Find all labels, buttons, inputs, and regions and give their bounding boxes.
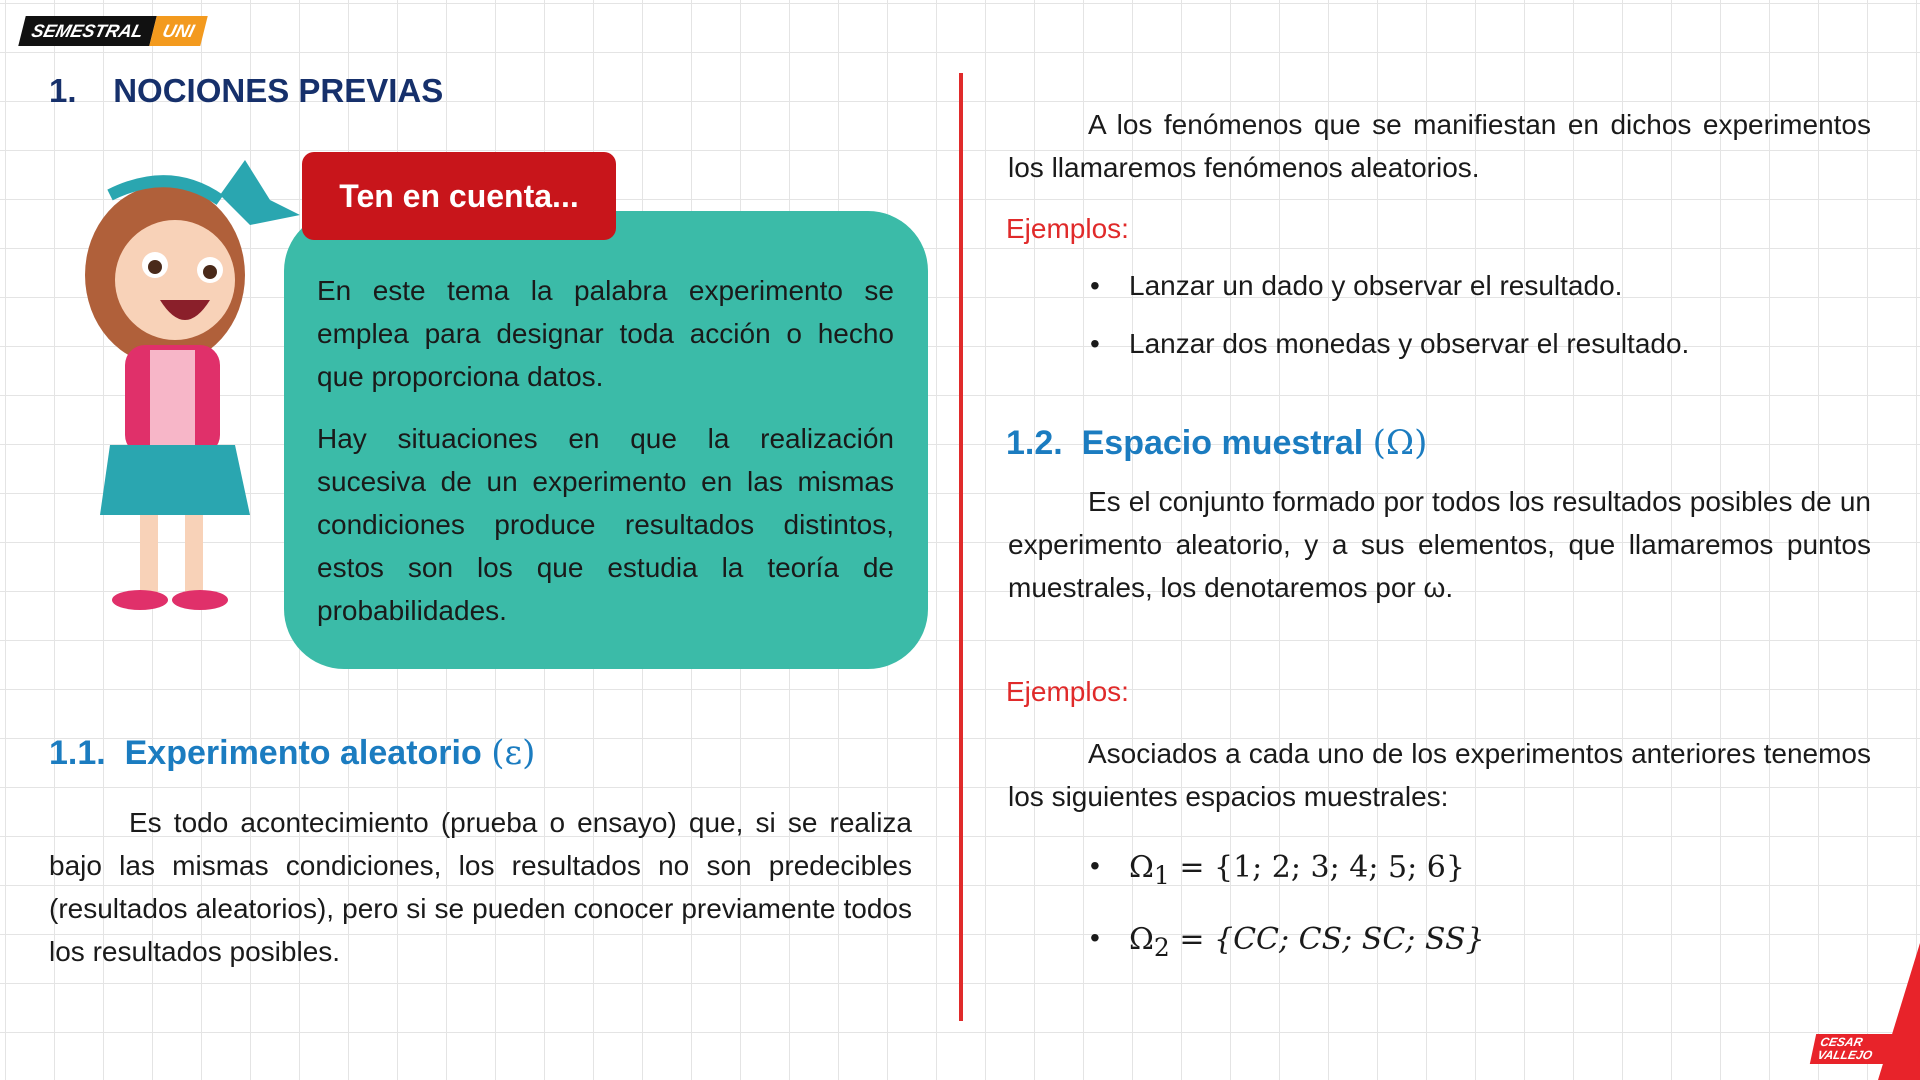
section-1-1-text: Es todo acontecimiento (prueba o ensayo) que, si se realiza bajo las mismas condiciones, los resultados no son predecibles (resultados aleatorios), pero si se pueden conocer previamente todos los resultados posibles. [49, 807, 912, 967]
intro-text: A los fenómenos que se manifiestan en dichos experimentos los llamaremos fenómenos aleatorios. [1008, 109, 1871, 183]
list-item: • Lanzar un dado y observar el resultado. [1090, 270, 1623, 301]
column-divider [959, 73, 963, 1021]
examples-label: Ejemplos: [1006, 213, 1129, 244]
section-title: 1. NOCIONES PREVIAS [49, 72, 444, 109]
girl-illustration [70, 155, 310, 635]
callout-box [284, 211, 928, 669]
list-item: • Lanzar dos monedas y observar el resultado. [1090, 328, 1690, 359]
semestral-uni-logo: SEMESTRAL UNI [18, 16, 207, 46]
examples-intro: Asociados a cada uno de los experimentos anteriores tenemos los siguientes espacios muestrales: [1008, 738, 1871, 812]
cesar-vallejo-logo: CESAR VALLEJO [1810, 1034, 1920, 1064]
sample-space-item: • $\Omega_1 = \{1$; 2; 3; 4; 5; 6} [1090, 850, 1465, 890]
ten-en-cuenta-label: Ten en cuenta... [302, 152, 616, 240]
section-1-2-text: Es el conjunto formado por todos los resultados posibles de un experimento aleatorio, y a sus elementos, que llamaremos puntos muestrales, los denotaremos por ω. [1008, 486, 1871, 603]
section-1-1-heading: 1.1. Experimento aleatorio (ε) [49, 733, 536, 773]
callout-paragraph: En este tema la palabra experimento se emplea para designar toda acción o hecho que proporciona datos. [317, 275, 894, 392]
sample-space-item: • $\Omega_2 = \{CC$; CS; SC; SS} [1090, 922, 1485, 962]
examples-label: Ejemplos: [1006, 676, 1129, 707]
callout-paragraph: Hay situaciones en que la realización sucesiva de un experimento en las mismas condiciones produce resultados distintos, estos son los que estudia la teoría de probabilidades. [317, 423, 894, 626]
section-1-2-heading: 1.2. Espacio muestral (Ω) [1006, 423, 1428, 463]
